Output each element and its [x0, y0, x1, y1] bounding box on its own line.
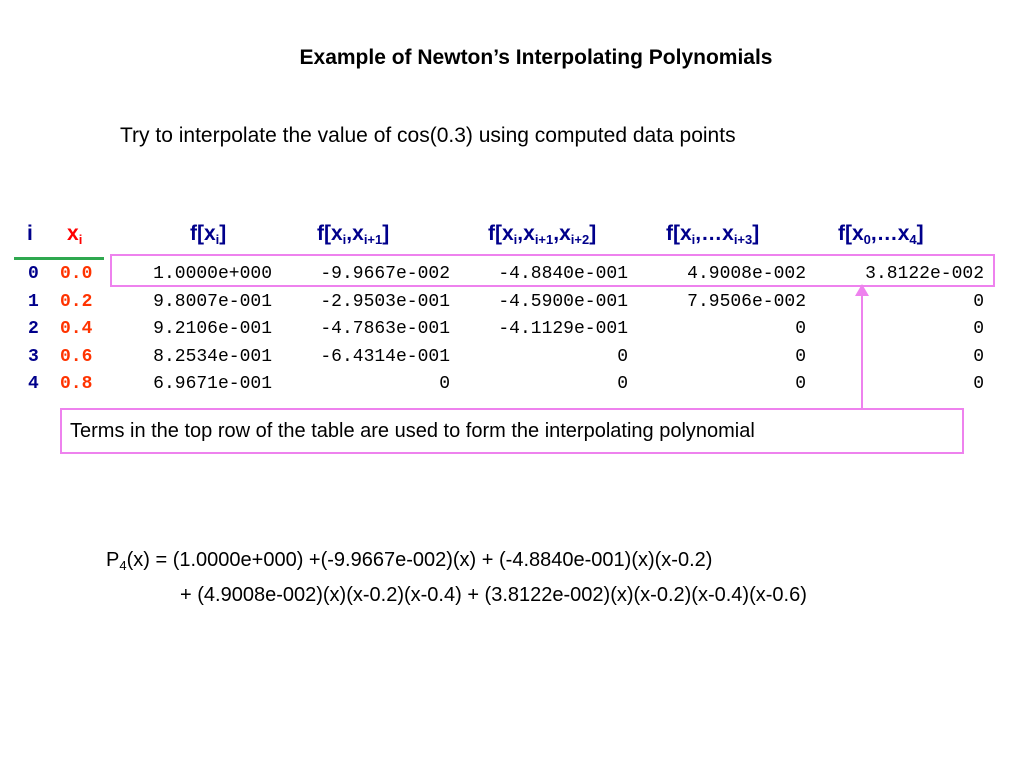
row-index: 0 — [28, 264, 39, 284]
note-text: Terms in the top row of the table are used to form the interpolating polynomial — [70, 420, 755, 442]
row-x-value: 0.6 — [60, 347, 93, 367]
row-index: 2 — [28, 319, 39, 339]
slide-subtitle: Try to interpolate the value of cos(0.3) using computed data points — [120, 124, 736, 147]
header-f-xi-xi3: $f[x_i,\dots x_{i+3}]$ — [666, 222, 760, 247]
table-cell: 0 — [439, 374, 450, 394]
table-cell: 1.0000e+000 — [153, 264, 272, 284]
table-cell: 0 — [617, 374, 628, 394]
header-f-xi: $f[x_i]$ — [190, 222, 227, 247]
table-cell: -9.9667e-002 — [320, 264, 450, 284]
table-cell: 0 — [973, 319, 984, 339]
header-f-x0-x4: $f[x_0,\dots x_4]$ — [838, 222, 924, 247]
header-f-xi-xi1: $f[x_i,x_{i+1}]$ — [317, 222, 390, 247]
table-cell: 0 — [617, 347, 628, 367]
slide-title: Example of Newton’s Interpolating Polynomials — [299, 46, 773, 69]
table-cell: -4.7863e-001 — [320, 319, 450, 339]
row-index: 3 — [28, 347, 39, 367]
table-cell: -4.5900e-001 — [498, 292, 628, 312]
table-cell: 0 — [795, 319, 806, 339]
polynomial-line-1: $P_4(x) = (1.0000e+000) +(-9.9667e-002)(x) + (-4.8840e-001)(x)(x-0.2)$ — [106, 549, 713, 573]
polynomial-line-2: + (4.9008e-002)(x)(x-0.2)(x-0.4) + (3.8122e-002)(x)(x-0.2)(x-0.4)(x-0.6) — [180, 584, 807, 606]
table-cell: 7.9506e-002 — [687, 292, 806, 312]
table-cell: -4.1129e-001 — [498, 319, 628, 339]
header-xi: $x_i$ — [67, 222, 83, 247]
table-cell: -4.8840e-001 — [498, 264, 628, 284]
table-cell: 4.9008e-002 — [687, 264, 806, 284]
table-cell: 9.2106e-001 — [153, 319, 272, 339]
table-cell: 0 — [795, 374, 806, 394]
row-x-value: 0.2 — [60, 292, 93, 312]
row-x-value: 0.4 — [60, 319, 93, 339]
row-index: 4 — [28, 374, 39, 394]
table-cell: 0 — [795, 347, 806, 367]
header-underline — [14, 257, 104, 260]
table-cell: 9.8007e-001 — [153, 292, 272, 312]
table-cell: -2.9503e-001 — [320, 292, 450, 312]
table-cell: 0 — [973, 347, 984, 367]
arrow-connector — [861, 294, 863, 409]
row-x-value: 0.0 — [60, 264, 93, 284]
table-cell: 3.8122e-002 — [865, 264, 984, 284]
table-cell: 6.9671e-001 — [153, 374, 272, 394]
table-cell: 8.2534e-001 — [153, 347, 272, 367]
table-cell: -6.4314e-001 — [320, 347, 450, 367]
table-cell: 0 — [973, 374, 984, 394]
row-x-value: 0.8 — [60, 374, 93, 394]
header-f-xi-xi1-xi2: $f[x_i,x_{i+1},x_{i+2}]$ — [488, 222, 597, 247]
row-index: 1 — [28, 292, 39, 312]
table-cell: 0 — [973, 292, 984, 312]
header-i: i — [27, 222, 33, 245]
